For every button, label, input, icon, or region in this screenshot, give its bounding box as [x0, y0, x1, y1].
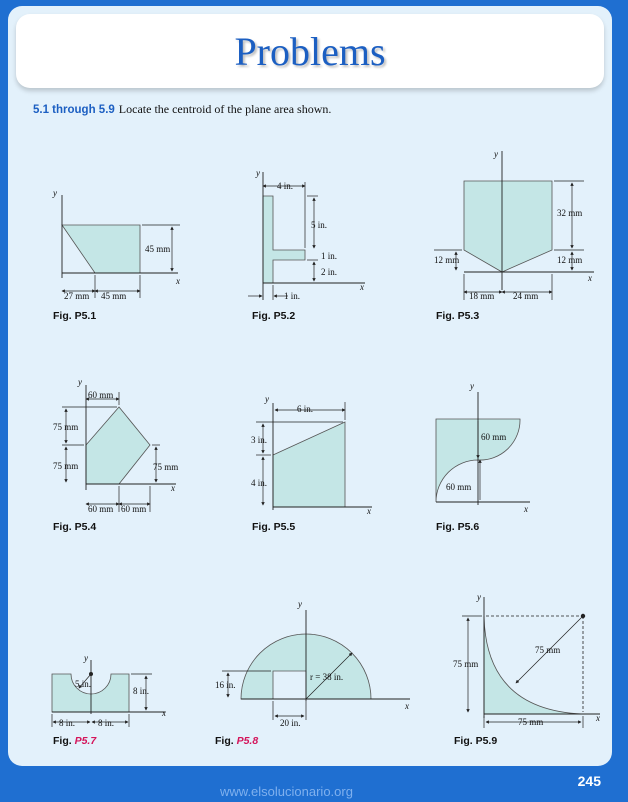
- dim-label: 45 mm: [145, 244, 171, 254]
- dim-label: 8 in.: [98, 718, 115, 728]
- dim-label: 75 mm: [53, 461, 79, 471]
- dim-label: 16 in.: [215, 680, 236, 690]
- dim-label: 3 in.: [251, 435, 268, 445]
- figure-p5-8: [215, 599, 410, 728]
- x-axis-label: x: [360, 282, 364, 292]
- x-axis-label: x: [162, 708, 166, 718]
- dim-label: 60 mm: [446, 482, 472, 492]
- problem-number: 5.1 through 5.9: [33, 104, 115, 116]
- shape-p5-1: [62, 225, 140, 273]
- dim-label: 5 in.: [311, 220, 328, 230]
- dim-label: 6 in.: [297, 404, 314, 414]
- dim-label: 12 mm: [557, 255, 583, 265]
- page-number: 245: [577, 773, 601, 789]
- x-axis-label: x: [596, 713, 600, 723]
- page-title: Problems: [234, 29, 386, 74]
- dim-label: 2 in.: [321, 267, 338, 277]
- figure-p5-3: [434, 149, 594, 301]
- y-axis-label: y: [256, 168, 260, 178]
- shape-p5-3: [464, 181, 552, 272]
- dim-label: 60 mm: [88, 390, 114, 400]
- dim-label: 24 mm: [513, 291, 539, 301]
- dim-label: 27 mm: [64, 291, 90, 301]
- x-axis-label: x: [405, 701, 409, 711]
- y-axis-label: y: [494, 149, 498, 159]
- dim-label: 60 mm: [88, 504, 114, 514]
- dim-label: 1 in.: [321, 251, 338, 261]
- x-axis-label: x: [588, 273, 592, 283]
- dim-label: 4 in.: [251, 478, 268, 488]
- fig-label-p5-4: Fig. P5.4: [53, 521, 97, 533]
- fig-label-p5-1: Fig. P5.1: [53, 310, 97, 322]
- dim-label: 18 mm: [469, 291, 495, 301]
- dim-label: 75 mm: [518, 717, 544, 727]
- dim-label: 60 mm: [121, 504, 147, 514]
- fig-label-p5-7: [53, 735, 96, 747]
- dim-label: 5 in.: [75, 679, 92, 689]
- fig-label-number: P5.8: [236, 735, 259, 747]
- problem-text: Locate the centroid of the plane area shown.: [118, 102, 332, 116]
- fig-label-p5-8: [215, 735, 258, 747]
- dim-label: 4 in.: [277, 181, 294, 191]
- fig-label-number: P5.7: [74, 735, 97, 747]
- y-axis-label: y: [470, 381, 474, 391]
- x-axis-label: x: [176, 276, 180, 286]
- fig-label-p5-2: Fig. P5.2: [252, 310, 296, 322]
- y-axis-label: y: [265, 394, 269, 404]
- y-axis-label: y: [84, 653, 88, 663]
- shape-p5-2: [263, 196, 305, 283]
- fig-label-p5-6: Fig. P5.6: [436, 521, 480, 533]
- x-axis-label: x: [367, 506, 371, 516]
- x-axis-label: x: [524, 504, 528, 514]
- dim-label: 75 mm: [153, 462, 179, 472]
- dim-label: 1 in.: [284, 291, 301, 301]
- y-axis-label: y: [78, 377, 82, 387]
- dim-label: r = 38 in.: [310, 672, 344, 682]
- y-axis-label: y: [53, 188, 57, 198]
- dim-label: 75 mm: [535, 645, 561, 655]
- fig-label-prefix: Fig.: [53, 735, 72, 747]
- dim-label: 45 mm: [101, 291, 127, 301]
- dim-label: 12 mm: [434, 255, 460, 265]
- dim-label: 8 in.: [133, 686, 150, 696]
- dim-label: 20 in.: [280, 718, 301, 728]
- figure-p5-7: [52, 653, 166, 728]
- figure-p5-1: [52, 188, 180, 301]
- shape-p5-5: [273, 422, 345, 507]
- dim-label: 32 mm: [557, 208, 583, 218]
- figure-p5-6: [436, 381, 530, 514]
- figure-p5-2: [248, 168, 365, 301]
- x-axis-label: x: [171, 483, 175, 493]
- figure-p5-5: [251, 394, 372, 516]
- fig-label-prefix: Fig.: [215, 735, 234, 747]
- figure-p5-9: [453, 592, 600, 728]
- dim-label: 8 in.: [59, 718, 76, 728]
- dim-label: 75 mm: [453, 659, 479, 669]
- fig-label-p5-3: Fig. P5.3: [436, 310, 480, 322]
- watermark: www.elsolucionario.org: [220, 784, 353, 799]
- fig-label-p5-5: Fig. P5.5: [252, 521, 296, 533]
- y-axis-label: y: [477, 592, 481, 602]
- dim-label: 60 mm: [481, 432, 507, 442]
- fig-label-p5-9: Fig. P5.9: [454, 735, 498, 747]
- shape-p5-4: [86, 407, 150, 484]
- figure-p5-4: [53, 377, 178, 514]
- y-axis-label: y: [298, 599, 302, 609]
- dim-label: 75 mm: [53, 422, 79, 432]
